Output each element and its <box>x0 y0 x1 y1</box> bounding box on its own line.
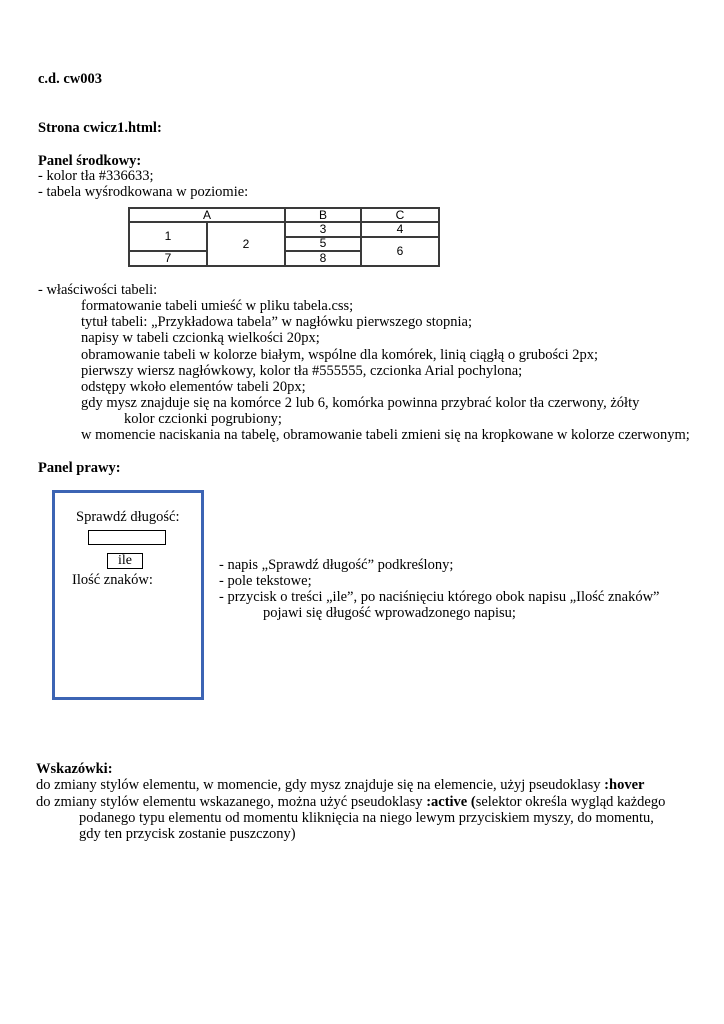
table-cell-4: 4 <box>361 222 439 237</box>
table-property-item: odstępy wkoło elementów tabeli 20px; <box>81 379 306 395</box>
table-property-item: obramowanie tabeli w kolorze białym, wspólne dla komórek, linią ciągłą o grubości 2px; <box>81 347 599 363</box>
table-cell-7: 7 <box>129 251 207 266</box>
center-panel-heading: Panel środkowy: <box>38 153 142 169</box>
table-header-b: B <box>285 208 361 222</box>
text-field-sketch <box>88 530 166 545</box>
ile-button-sketch: ile <box>107 553 143 569</box>
hover-keyword: :hover <box>604 777 645 793</box>
table-cell-3: 3 <box>285 222 361 237</box>
right-panel-note: - pole tekstowe; <box>219 573 312 589</box>
table-cell-5: 5 <box>285 237 361 252</box>
page-title: Strona cwicz1.html: <box>38 120 162 136</box>
right-panel-note: pojawi się długość wprowadzonego napisu; <box>263 605 516 621</box>
hint-text: selektor określa wygląd każdego <box>475 794 666 810</box>
table-cell-2: 2 <box>207 222 285 266</box>
table-properties-intro: - właściwości tabeli: <box>38 282 158 298</box>
table-cell-1: 1 <box>129 222 207 251</box>
table-property-item: w momencie naciskania na tabelę, obramowanie tabeli zmieni się na kropkowane w kolorze czerwonym; <box>81 427 690 443</box>
hints-heading: Wskazówki: <box>36 761 113 777</box>
active-keyword: :active ( <box>426 794 476 810</box>
table-property-item: pierwszy wiersz nagłówkowy, kolor tła #555555, czcionka Arial pochylona; <box>81 363 523 379</box>
check-length-label: Sprawdź długość: <box>76 509 180 525</box>
table-header-c: C <box>361 208 439 222</box>
center-panel-line: - kolor tła #336633; <box>38 168 154 184</box>
table-cell-6: 6 <box>361 237 439 266</box>
hint-line-1 <box>36 777 644 793</box>
center-panel-line: - tabela wyśrodkowana w poziomie: <box>38 184 249 200</box>
table-property-item: tytuł tabeli: „Przykładowa tabela” w nagłówku pierwszego stopnia; <box>81 314 472 330</box>
table-header-a: A <box>129 208 285 222</box>
table-property-item: formatowanie tabeli umieść w pliku tabela.css; <box>81 298 354 314</box>
hint-line-3: podanego typu elementu od momentu kliknięcia na niego lewym przyciskiem myszy, do momentu, <box>79 810 654 826</box>
hint-line-4: gdy ten przycisk zostanie puszczony) <box>79 826 296 842</box>
right-panel-note: - przycisk o treści „ile”, po naciśnięciu którego obok napisu „Ilość znaków” <box>219 589 660 605</box>
hint-text: do zmiany stylów elementu wskazanego, można użyć pseudoklasy <box>36 794 427 810</box>
right-panel-heading: Panel prawy: <box>38 460 121 476</box>
table-cell-8: 8 <box>285 251 361 266</box>
table-property-item: kolor czcionki pogrubiony; <box>124 411 282 427</box>
hint-line-2 <box>36 794 665 810</box>
table-property-item: gdy mysz znajduje się na komórce 2 lub 6, komórka powinna przybrać kolor tła czerwony, żółty <box>81 395 640 411</box>
right-panel-note: - napis „Sprawdź długość” podkreślony; <box>219 557 454 573</box>
diagram-table <box>128 207 440 267</box>
document-header: c.d. cw003 <box>38 71 103 87</box>
table-property-item: napisy w tabeli czcionką wielkości 20px; <box>81 330 320 346</box>
hint-text: do zmiany stylów elementu, w momencie, gdy mysz znajduje się na elemencie, użyj pseudoklasy <box>36 777 605 793</box>
char-count-label: Ilość znaków: <box>72 572 153 588</box>
